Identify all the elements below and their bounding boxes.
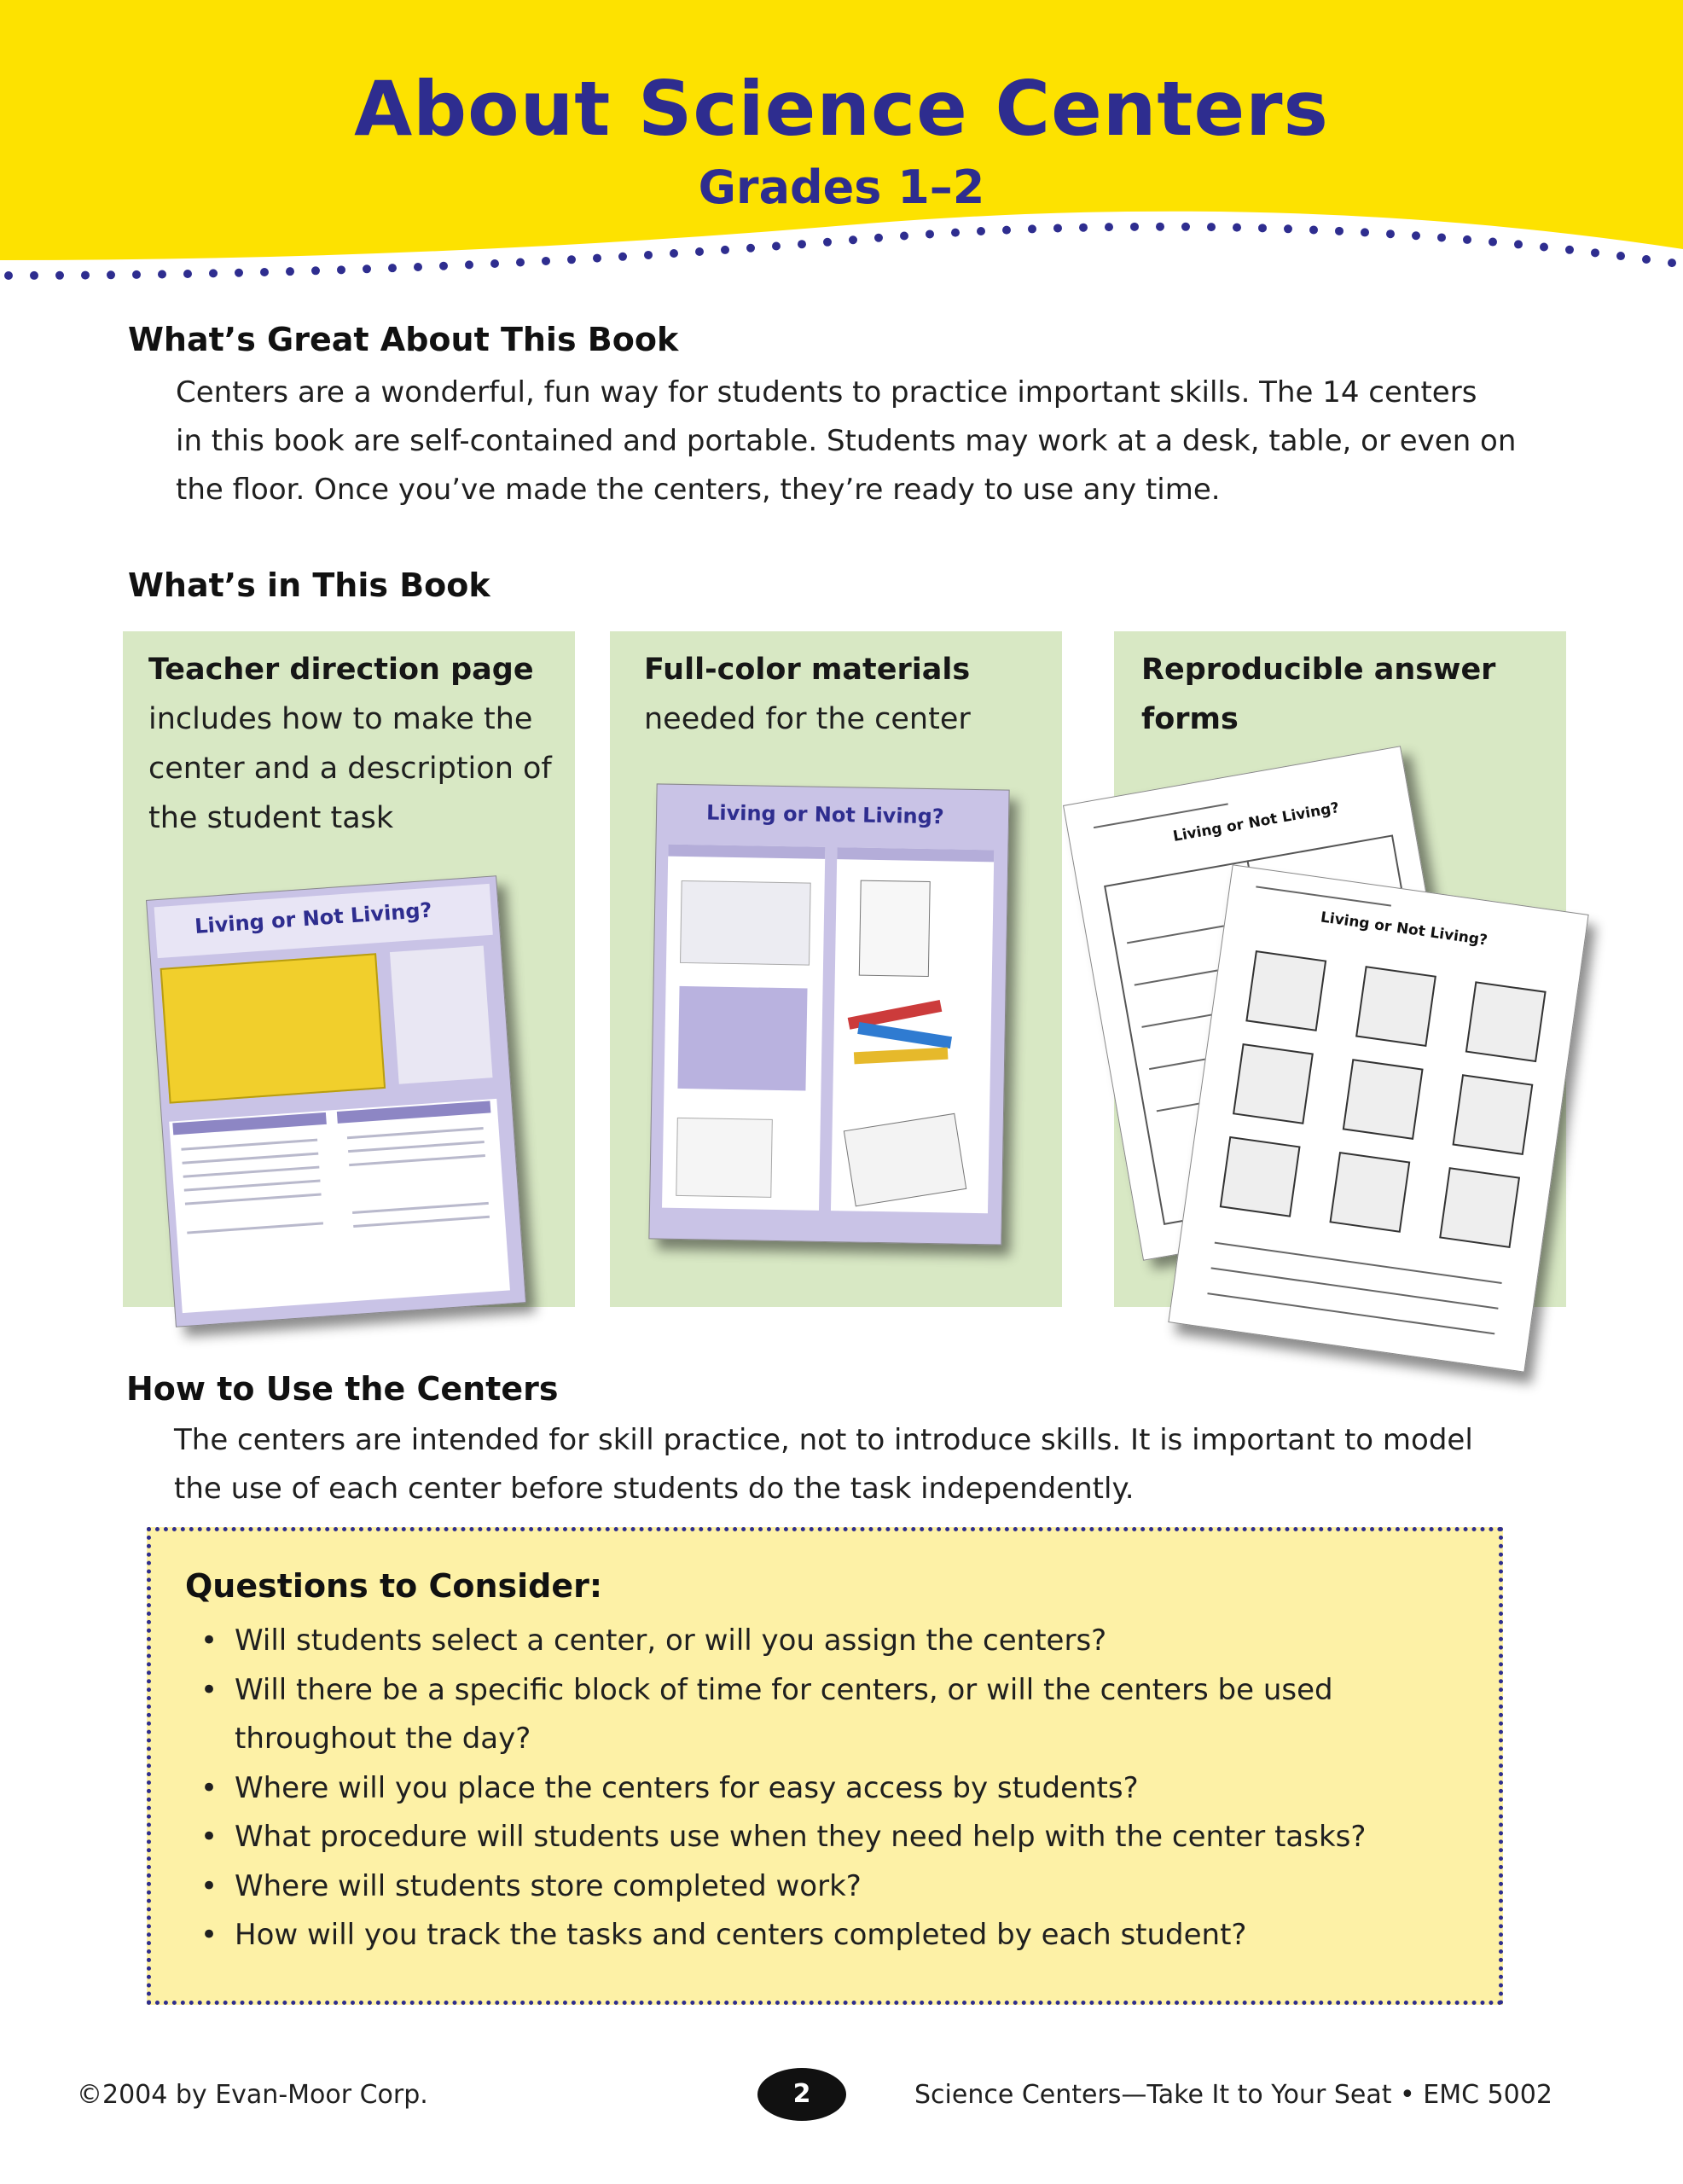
- list-item: • Where will you place the centers for easy access by students?: [185, 1764, 1366, 1814]
- banner-dot: [1412, 231, 1420, 240]
- banner-dot: [516, 258, 525, 267]
- thumbnail-title: Living or Not Living?: [1171, 799, 1341, 845]
- bullet-icon: •: [200, 1820, 218, 1854]
- banner-dot: [183, 270, 192, 278]
- banner-dot: [1079, 224, 1088, 232]
- panel-title: Reproducible answer: [1141, 653, 1496, 687]
- banner-dot: [1053, 224, 1062, 232]
- banner-dot: [849, 235, 857, 244]
- thumbnail-title: Living or Not Living?: [1319, 909, 1489, 950]
- banner-dot: [618, 253, 627, 261]
- banner-dot: [1642, 255, 1651, 264]
- panel-title: Full-color materials: [644, 653, 971, 687]
- banner-dot: [695, 247, 704, 256]
- banner-dot: [1258, 224, 1267, 232]
- questions-heading: Questions to Consider:: [185, 1567, 603, 1605]
- banner-dot: [670, 249, 678, 258]
- questions-box: [147, 1527, 1503, 2005]
- banner-dot: [55, 271, 64, 280]
- list-item: • Will there be a specific block of time for centers, or will the centers be used throughout the day?: [185, 1666, 1366, 1764]
- banner-dot: [1207, 223, 1216, 231]
- list-item: • Will students select a center, or will you assign the centers?: [185, 1617, 1366, 1666]
- banner-dot: [1361, 228, 1369, 236]
- panel-description: includes how to make the center and a description of the student task: [148, 702, 552, 835]
- banner-dot: [1540, 243, 1548, 252]
- banner-dot: [260, 268, 269, 276]
- banner-dot: [1309, 225, 1318, 234]
- banner-dot: [900, 232, 908, 241]
- banner-dot: [4, 271, 13, 280]
- page-title: About Science Centers: [354, 65, 1329, 153]
- banner-dot: [542, 257, 550, 265]
- banner-dot: [311, 266, 320, 275]
- banner-dot: [235, 269, 243, 277]
- banner-dot: [1616, 252, 1625, 260]
- panel-title: Teacher direction page: [148, 653, 534, 687]
- section-heading-in-book: What’s in This Book: [128, 566, 490, 604]
- banner-dot: [1668, 258, 1676, 267]
- bullet-icon: •: [200, 1672, 218, 1707]
- banner-dot: [337, 265, 345, 274]
- banner-dot: [874, 234, 883, 242]
- banner-dot: [772, 242, 781, 251]
- banner-dot: [132, 270, 141, 279]
- banner-dot: [439, 262, 448, 270]
- page-number: 2: [757, 2068, 846, 2121]
- banner-dot: [1463, 235, 1471, 244]
- page-subtitle: Grades 1–2: [698, 160, 985, 214]
- banner-dot: [209, 269, 218, 277]
- banner-dot: [644, 251, 653, 259]
- list-item: • What procedure will students use when they need help with the center tasks?: [185, 1813, 1366, 1862]
- questions-list: [185, 1617, 1366, 1960]
- banner-dot: [1233, 224, 1241, 232]
- teacher-page-thumbnail: [146, 875, 526, 1327]
- panel-description: needed for the center: [644, 702, 971, 736]
- banner-dot: [1028, 224, 1036, 233]
- banner-dot: [951, 229, 960, 237]
- banner-dot: [1130, 223, 1139, 231]
- footer-book-title: Science Centers—Take It to Your Seat • EMC 5002: [914, 2080, 1552, 2110]
- banner-dot: [746, 244, 755, 253]
- banner-dot: [1335, 227, 1343, 235]
- list-item: • Where will students store completed work?: [185, 1862, 1366, 1912]
- banner-dot: [823, 238, 832, 247]
- bullet-icon: •: [200, 1868, 218, 1903]
- footer-copyright: ©2004 by Evan-Moor Corp.: [77, 2080, 428, 2110]
- banner-dot: [1437, 233, 1446, 241]
- banner-dot: [977, 227, 985, 235]
- banner-dot: [926, 229, 934, 238]
- banner-dot: [593, 254, 601, 263]
- list-item: • How will you track the tasks and centers completed by each student?: [185, 1911, 1366, 1960]
- banner-dot: [798, 240, 806, 248]
- paragraph-line: the use of each center before students do the task independently.: [174, 1472, 1135, 1506]
- banner-dot: [158, 270, 166, 278]
- paragraph-line: in this book are self-contained and portable. Students may work at a desk, table, or even on: [176, 424, 1517, 458]
- banner-dot: [465, 260, 473, 269]
- thumbnail-title: Living or Not Living?: [705, 800, 944, 829]
- banner-dot: [107, 270, 115, 279]
- banner-dot: [567, 255, 576, 264]
- section-heading-how-to: How to Use the Centers: [126, 1370, 559, 1408]
- bullet-icon: •: [200, 1623, 218, 1658]
- banner-dot: [363, 264, 371, 273]
- banner-dot: [721, 246, 729, 254]
- banner-dot: [286, 267, 294, 276]
- section-heading-great: What’s Great About This Book: [128, 321, 679, 358]
- banner-dot: [1565, 246, 1574, 254]
- bullet-icon: •: [200, 1770, 218, 1805]
- great-paragraph: [176, 369, 1516, 514]
- banner-dot: [1284, 224, 1292, 233]
- paragraph-line: The centers are intended for skill practice, not to introduce skills. It is important to model: [174, 1423, 1473, 1457]
- paragraph-line: the floor. Once you’ve made the centers, they’re ready to use any time.: [176, 473, 1221, 507]
- materials-page-thumbnail: [648, 783, 1009, 1245]
- banner-dot: [1514, 240, 1523, 248]
- banner-dot: [1002, 226, 1011, 235]
- banner-dot: [1489, 238, 1497, 247]
- bullet-icon: •: [200, 1918, 218, 1952]
- how-to-paragraph: [174, 1416, 1473, 1513]
- banner-dot: [30, 271, 38, 280]
- panel-title-line-2: forms: [1141, 702, 1239, 736]
- answer-form-job2-thumbnail: [1168, 864, 1588, 1372]
- thumbnail-title: Living or Not Living?: [194, 897, 433, 939]
- banner-dot: [1181, 223, 1190, 231]
- banner-dot: [1591, 248, 1599, 257]
- banner-dot: [1386, 229, 1395, 238]
- panel-full-color-materials: [610, 631, 1062, 1307]
- banner-dot: [414, 263, 422, 271]
- folder-image: [160, 953, 386, 1103]
- banner-dot: [81, 271, 90, 280]
- banner-dot: [388, 264, 397, 272]
- paragraph-line: Centers are a wonderful, fun way for students to practice important skills. The 14 centers: [176, 375, 1477, 410]
- banner-dot: [490, 259, 499, 268]
- panel-teacher-direction: [123, 631, 575, 1307]
- banner-dot: [1156, 223, 1164, 231]
- banner-dot: [1105, 223, 1113, 231]
